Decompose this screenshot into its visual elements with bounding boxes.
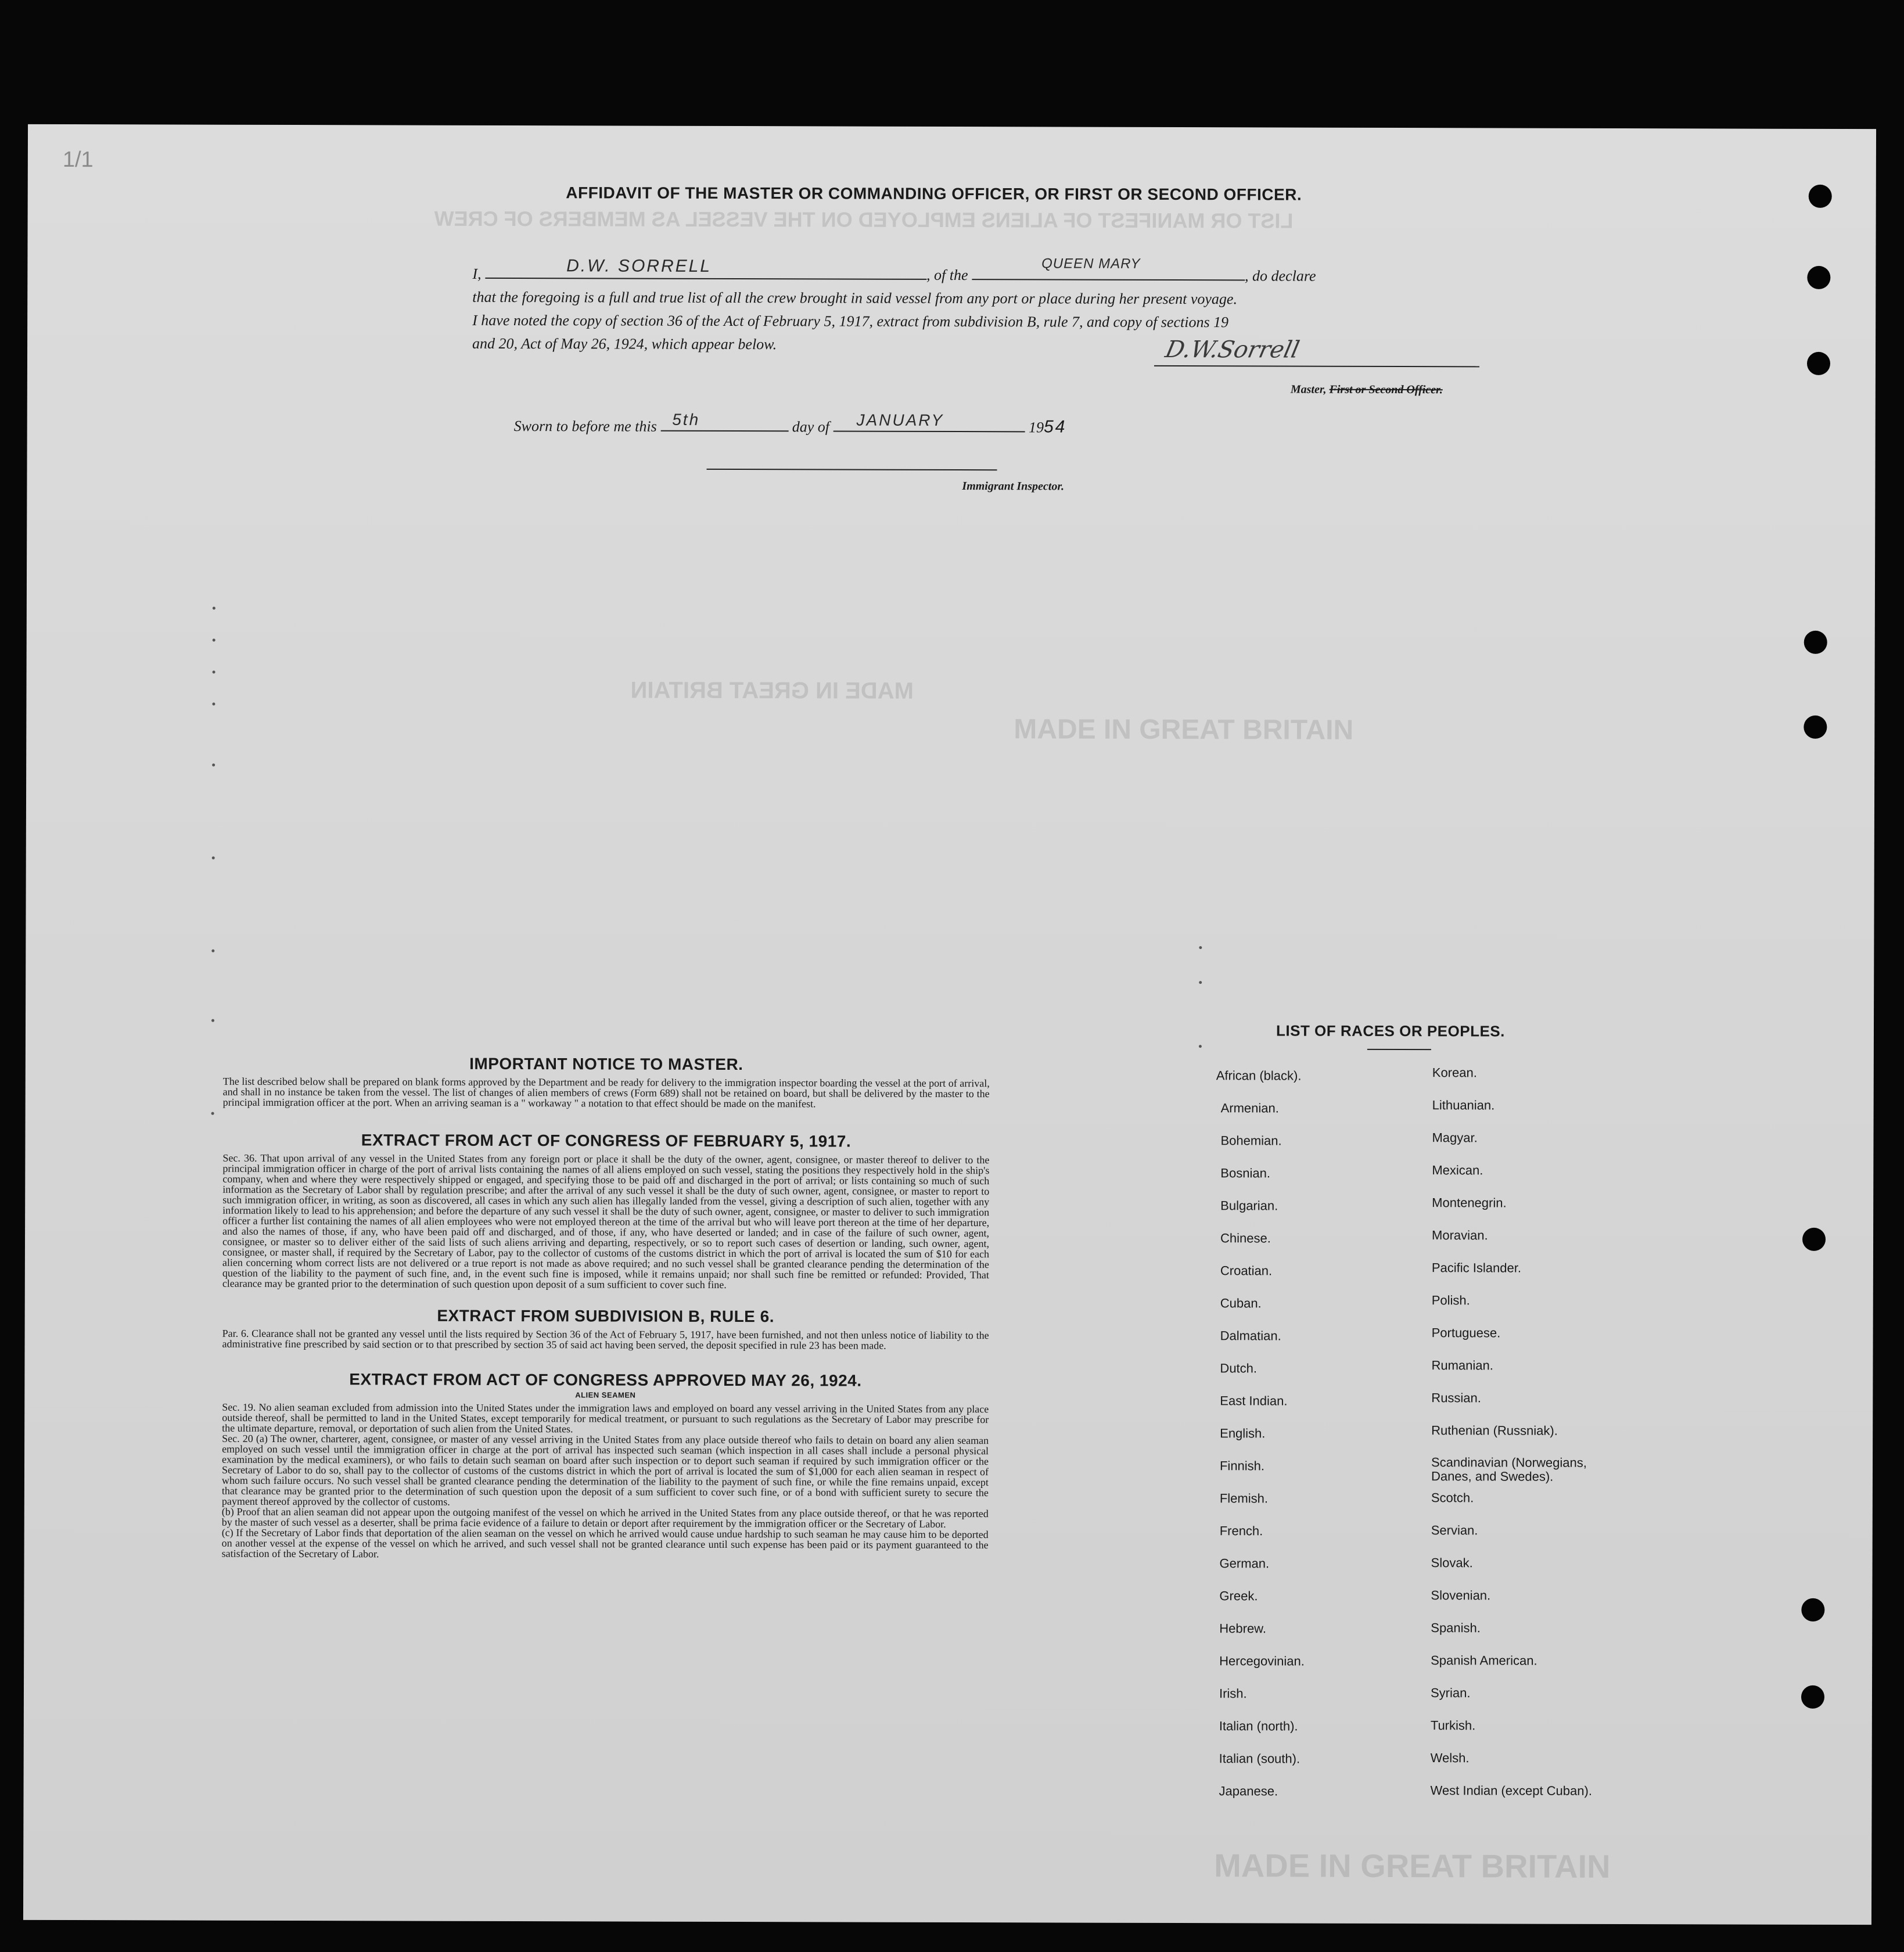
declaration-line-3: I have noted the copy of section 36 of the Act of February 5, 1917, extract from subdivision B, rule 7, and copy of sections 19 xyxy=(472,311,1229,331)
race-left: Italian (south). xyxy=(1219,1751,1301,1766)
race-right: Rumanian. xyxy=(1431,1358,1493,1373)
race-left: Greek. xyxy=(1219,1588,1258,1604)
section-20c-text: (c) If the Secretary of Labor finds that deportation of the alien seaman on the vessel on which he arrived would cause undue hardship to such seaman he may cause him to be deported on another vessel at the expense of the vessel on which he arrived, and such vessel shall not be granted clearance until such expense has been paid or its payment guaranteed to the satisfaction of the Secretary of Labor. xyxy=(221,1526,989,1560)
sworn-year-suffix: 54 xyxy=(1043,417,1067,437)
punch-hole xyxy=(1802,1228,1826,1251)
punch-hole xyxy=(1801,1598,1824,1622)
sworn-line: Sworn to before me this 5th day of JANUARY 1954 xyxy=(513,410,1067,437)
race-right: Spanish American. xyxy=(1431,1653,1537,1668)
master-name: D.W. SORRELL xyxy=(566,256,712,276)
race-left: French. xyxy=(1219,1523,1263,1538)
race-right: Montenegrin. xyxy=(1432,1195,1507,1210)
race-left: German. xyxy=(1219,1556,1270,1571)
race-right: Syrian. xyxy=(1430,1685,1471,1701)
race-left: Hercegovinian. xyxy=(1219,1653,1305,1669)
race-right: Magyar. xyxy=(1432,1130,1478,1145)
punch-hole xyxy=(1807,352,1830,375)
race-left: Italian (north). xyxy=(1219,1719,1298,1734)
signature-scrawl: D.W.Sorrell xyxy=(1163,336,1302,364)
extract-1924-title: EXTRACT FROM ACT OF CONGRESS APPROVED MAY 26, 1924. xyxy=(349,1370,862,1390)
race-left: Dutch. xyxy=(1220,1361,1258,1376)
race-right: Spanish. xyxy=(1431,1620,1481,1635)
section-20a-text: Sec. 20 (a) The owner, charterer, agent, consignee, or master of any vessel arriving in the United States from any place outside thereof who fails to detain on board any alien seaman employed on such vessel until the immigration officer in charge at the port of arrival has inspected such seaman (which inspection in all cases shall include a personal physical examination by the medical examiners), or who fails to detain such seaman on board after such inspection or to deport such seaman if required by such immigration officer or the Secretary of Labor to do so, shall pay to the collector of customs of the customs district in which the port of arrival is located the sum of $1,000 for each alien seaman in respect of whom such failure occurs. No such vessel shall be granted clearance pending the determination of the liability to the payment of such fine, or while the fine remains unpaid, except that clearance may be granted prior to the determination of such question upon the deposit of a sum sufficient to cover such fine, or of a bond with sufficient surety to secure the payment thereof approved by the collector of customs. xyxy=(221,1432,989,1508)
bleedthrough-stamp: MADE IN GREAT BRITAIN xyxy=(1014,714,1354,746)
affidavit-title: AFFIDAVIT OF THE MASTER OR COMMANDING OFFICER, OR FIRST OR SECOND OFFICER. xyxy=(566,184,1302,204)
race-right: Korean. xyxy=(1432,1065,1477,1080)
inspector-signature-line xyxy=(706,469,997,470)
races-list xyxy=(1214,1065,1680,1824)
race-left: Hebrew. xyxy=(1219,1621,1267,1636)
race-right: Moravian. xyxy=(1432,1228,1488,1243)
sworn-day: 5th xyxy=(672,410,700,429)
race-right: Scandinavian (Norwegians, Danes, and Swedes). xyxy=(1431,1455,1587,1484)
race-right: Slovenian. xyxy=(1431,1588,1491,1603)
race-right: Pacific Islander. xyxy=(1431,1260,1522,1275)
page-mark: 1/1 xyxy=(62,147,94,172)
race-left: Dalmatian. xyxy=(1220,1328,1281,1343)
extract-1917-text: Sec. 36. That upon arrival of any vessel in the United States from any foreign port or place it shall be the duty of the owner, agent, consignee, or master thereof to deliver to the principal immigration officer in charge of the port of arrival lists containing the names of all aliens employed on such vessel, stating the positions they respectively hold in the ship's company, when and where they were respectively shipped or engaged, and specifying those to be paid off and discharged in the port of arrival; or lists containing so much of such information as the Secretary of Labor shall by regulation prescribe; and after the arrival of any such vessel it shall be the duty of such owner, agent, consignee, or master to report to such immigration officer, in writing, as soon as discovered, all cases in which any such alien has illegally landed from the vessel, giving a description of such alien, together with any information likely to lead to his apprehension; and before the departure of any such vessel it shall be the duty of such owner, agent, consignee, or master to deliver to such immigration officer a further list containing the names of all alien employees who were not employed thereon at the time of the arrival but who will leave port thereon at the time of her departure, and also the names of those, if any, who have been paid off and discharged, and of those, if any, who have deserted or landed; and in case of the failure of such owner, agent, consignee, or master so to deliver either of the said lists of such aliens arriving and departing, respectively, or so to report such cases of desertion or landing, such owner, agent, consignee, or master shall, if required by the Secretary of Labor, pay to the collector of customs of the customs district in which the port of arrival is located the sum of $10 for each alien concerning whom correct lists are not delivered or a true report is not made as above required; and no such vessel shall be granted clearance pending the determination of the question of the liability to the payment of such fine, and, in the event such fine is imposed, while it remains unpaid; nor shall such fine be remitted or refunded: Provided, That clearance may be granted prior to the determination of such question upon deposit of a sum sufficient to cover such fine. xyxy=(222,1152,990,1290)
extract-rule6-title: EXTRACT FROM SUBDIVISION B, RULE 6. xyxy=(437,1306,775,1326)
punch-hole xyxy=(1804,716,1827,739)
punch-hole xyxy=(1804,631,1827,654)
races-title: LIST OF RACES OR PEOPLES. xyxy=(1276,1022,1505,1040)
race-right: Turkish. xyxy=(1430,1718,1476,1733)
race-left: Finnish. xyxy=(1219,1458,1265,1473)
manifest-page xyxy=(23,124,1876,1925)
inspector-caption: Immigrant Inspector. xyxy=(962,480,1065,493)
race-left: Bosnian. xyxy=(1220,1166,1270,1181)
legal-extracts xyxy=(222,1054,990,1561)
master-signature xyxy=(1154,336,1479,367)
sworn-day-field xyxy=(660,410,788,432)
race-left: Croatian. xyxy=(1220,1263,1273,1278)
race-right: Russian. xyxy=(1431,1390,1481,1405)
race-right: Ruthenian (Russniak). xyxy=(1431,1423,1558,1438)
bleedthrough-stamp: MADE IN GREAT BRITAIN xyxy=(630,677,914,704)
race-right: Welsh. xyxy=(1430,1750,1470,1766)
vessel-name-field xyxy=(972,256,1245,281)
alien-seamen-subtitle: ALIEN SEAMEN xyxy=(575,1390,636,1400)
extract-rule6-text: Par. 6. Clearance shall not be granted any vessel until the lists required by Section 36 of the Act of February 5, 1917, have been furnished, and not then unless notice of liability to the administrative fine prescribed by said section or to that prescribed by section 35 of said act having been served, the deposit specified in rule 23 has been made. xyxy=(222,1327,989,1351)
vessel-name: QUEEN MARY xyxy=(1041,256,1141,272)
race-right: West Indian (except Cuban). xyxy=(1430,1783,1592,1798)
race-left: Japanese. xyxy=(1219,1784,1278,1799)
race-left: Armenian. xyxy=(1220,1101,1279,1116)
race-left: Irish. xyxy=(1219,1686,1247,1701)
notice-title: IMPORTANT NOTICE TO MASTER. xyxy=(469,1054,743,1074)
race-right: Portuguese. xyxy=(1431,1325,1501,1340)
race-left: Bulgarian. xyxy=(1220,1198,1278,1213)
punch-hole xyxy=(1807,266,1830,289)
master-name-field xyxy=(485,256,926,280)
race-right: Lithuanian. xyxy=(1432,1098,1495,1113)
race-left: English. xyxy=(1220,1426,1266,1441)
race-left: African (black). xyxy=(1216,1068,1302,1083)
declaration-line-4: and 20, Act of May 26, 1924, which appear below. xyxy=(472,335,777,353)
races-title-rule xyxy=(1367,1049,1431,1050)
notice-text: The list described below shall be prepared on blank forms approved by the Department and be ready for delivery to the immigration inspector boarding the vessel at the port of arrival, and shall in no instance be taken from the vessel. The list of changes of alien members of crews (Form 689) shall not be retained on board, but shall be delivered by the master to the principal immigration officer at the port. When an arriving seaman is a " workaway " a notation to that effect should be made on the manifest. xyxy=(222,1075,990,1110)
race-left: Cuban. xyxy=(1220,1296,1262,1311)
race-right: Servian. xyxy=(1431,1523,1478,1538)
race-right: Slovak. xyxy=(1431,1555,1473,1570)
race-left: Bohemian. xyxy=(1220,1133,1282,1148)
extract-1917-title: EXTRACT FROM ACT OF CONGRESS OF FEBRUARY 5, 1917. xyxy=(361,1131,852,1151)
section-20b-text: (b) Proof that an alien seaman did not appear upon the outgoing manifest of the vessel on which he arrived in the United States from any place outside thereof, or that he was reported by the master of such vessel as a deserter, shall be prima facie evidence of a failure to detain or deport after requirement by the immigration officer or the Secretary of Labor. xyxy=(221,1505,989,1530)
bleedthrough-stamp: MADE IN GREAT BRITAIN xyxy=(1214,1847,1611,1885)
declaration-line: I, D.W. SORRELL , of the QUEEN MARY , do declare xyxy=(472,260,1524,289)
race-left: Flemish. xyxy=(1219,1491,1269,1506)
race-left: Chinese. xyxy=(1220,1231,1271,1246)
race-right: Mexican. xyxy=(1432,1163,1483,1178)
signature-caption: Master, First or Second Officer. xyxy=(1290,383,1443,397)
sworn-month: JANUARY xyxy=(856,411,944,429)
punch-hole xyxy=(1809,185,1832,208)
race-right: Scotch. xyxy=(1431,1490,1474,1505)
section-19-text: Sec. 19. No alien seaman excluded from admission into the United States under the immigration laws and employed on board any vessel arriving in the United States from any place outside thereof, shall be permitted to land in the United States, except temporarily for medical treatment, or pursuant to such regulations as the Secretary of Labor may prescribe for the ultimate departure, removal, or deportation of such alien from the United States. xyxy=(222,1401,989,1435)
race-left: East Indian. xyxy=(1220,1393,1288,1408)
declaration-line-2: that the foregoing is a full and true list of all the crew brought in said vessel from any port or place during her present voyage. xyxy=(472,288,1238,308)
sworn-month-field xyxy=(833,413,1025,432)
bleedthrough-heading: LIST OR MANIFEST OF ALIENS EMPLOYED ON THE VESSEL AS MEMBERS OF CREW xyxy=(434,206,1294,233)
race-right: Polish. xyxy=(1431,1293,1470,1308)
punch-hole xyxy=(1801,1685,1824,1709)
